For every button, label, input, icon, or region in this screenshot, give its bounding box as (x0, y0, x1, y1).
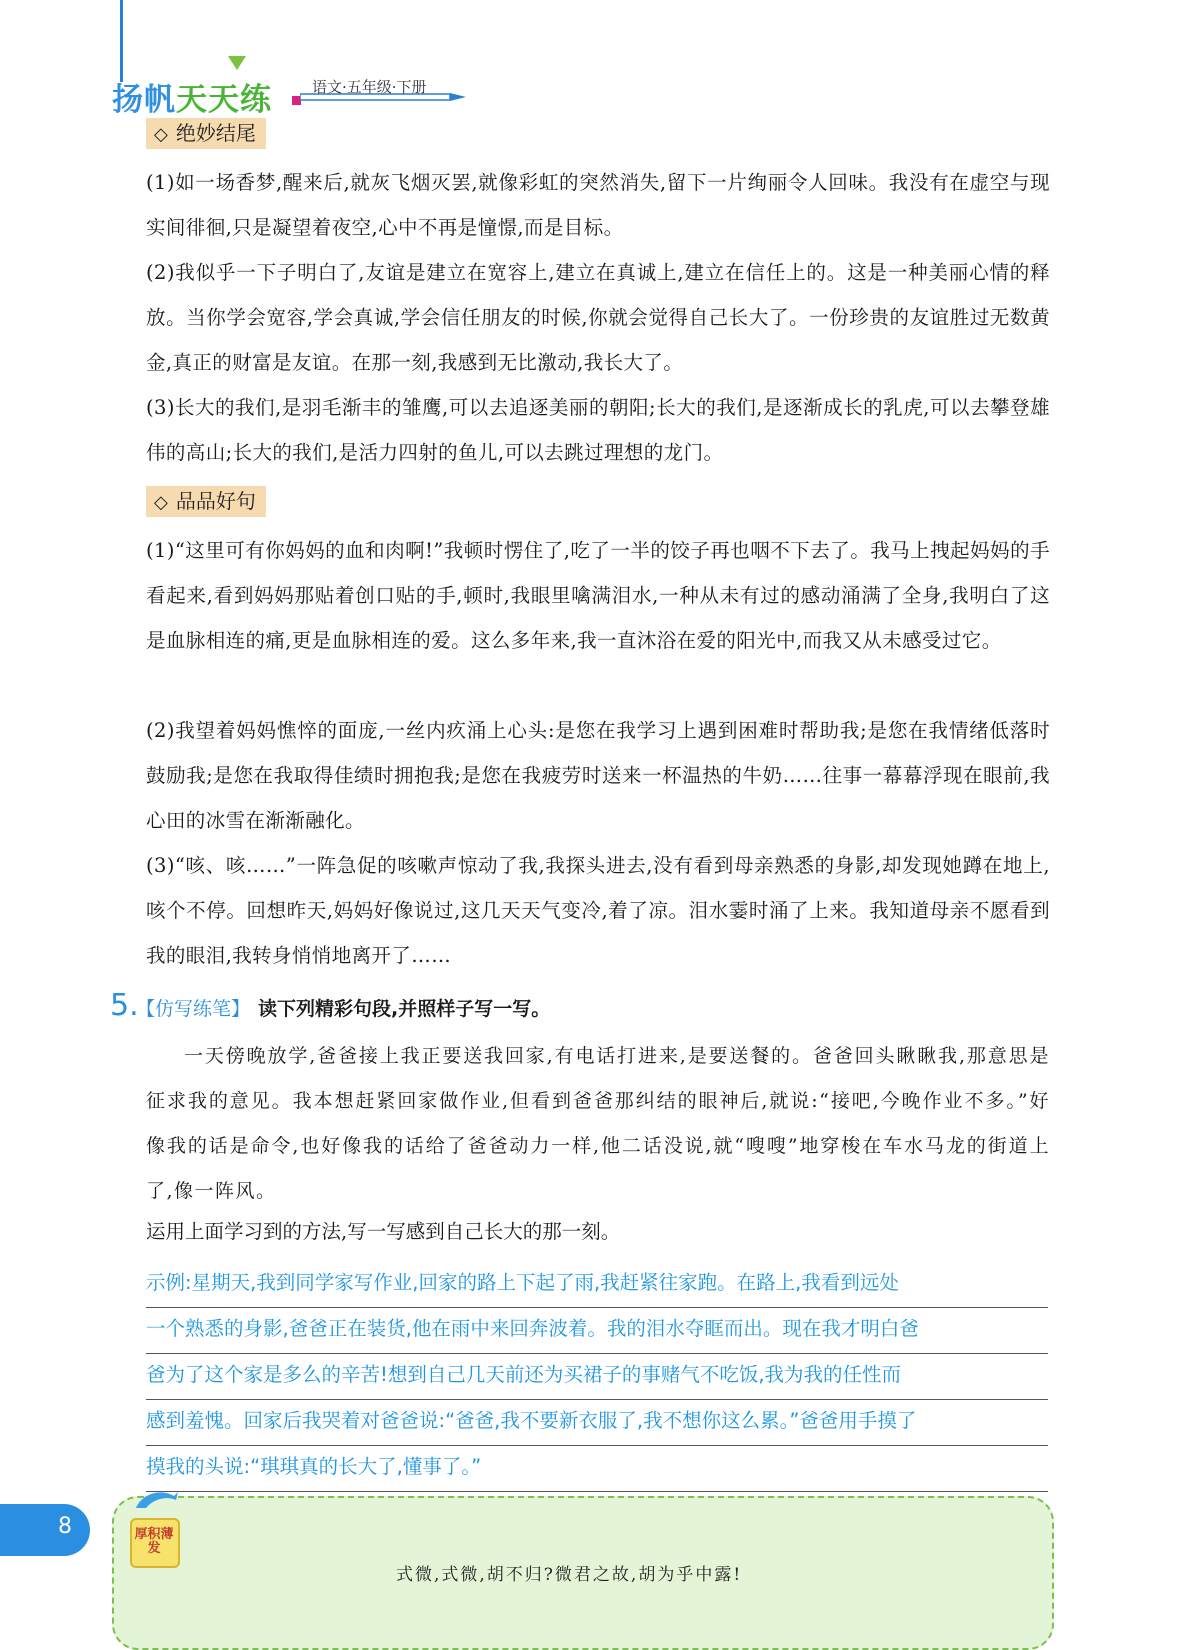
answer-line: 示例:星期天,我到同学家写作业,回家的路上下起了雨,我赶紧往家跑。在路上,我看到远处 (146, 1262, 1048, 1308)
answer-line: 爸为了这个家是多么的辛苦!想到自己几天前还为买裙子的事赌气不吃饭,我为我的任性而 (146, 1354, 1048, 1400)
sample-passage: 一天傍晚放学,爸爸接上我正要送我回家,有电话打进来,是要送餐的。爸爸回头瞅瞅我,那意思是征求我的意见。我本想赶紧回家做作业,但看到爸爸那纠结的眼神后,就说:“接吧,今晚作业不多。”好像我的话是命令,也好像我的话给了爸爸动力一样,他二话没说,就“嗖嗖”地穿梭在车水马龙的街道上了,像一阵风。 (146, 1045, 1050, 1202)
question-number: 5. (110, 988, 139, 1023)
brand-triangle-icon (228, 56, 246, 70)
page-number: 8 (58, 1514, 72, 1539)
answer-area (146, 1262, 1048, 1492)
sentence-paragraph-1: (1)“这里可有你妈妈的血和肉啊!”我顿时愣住了,吃了一半的饺子再也咽不下去了。我马上拽起妈妈的手看起来,看到妈妈那贴着创口贴的手,顿时,我眼里噙满泪水,一种从未有过的感动涌满了全身,我明白了这是血脉相连的痛,更是血脉相连的爱。这么多年来,我一直沐浴在爱的阳光中,而我又从未感受过它。 (146, 539, 1050, 652)
section-title-sentences: ◇ 品品好句 (146, 486, 266, 517)
diamond-icon: ◇ (154, 124, 168, 145)
ending-paragraph-2: (2)我似乎一下子明白了,友谊是建立在宽容上,建立在真诚上,建立在信任上的。这是一种美丽心情的释放。当你学会宽容,学会真诚,学会信任朋友的时候,你就会觉得自己长大了。一份珍贵的友谊胜过无数黄金,真正的财富是友谊。在那一刻,我感到无比激动,我长大了。 (146, 261, 1050, 374)
dolphin-icon (132, 1486, 180, 1516)
section-title-ending: ◇ 绝妙结尾 (146, 118, 266, 149)
question-instruction: 读下列精彩句段,并照样子写一写。 (258, 998, 551, 1020)
sentence-paragraph-2: (2)我望着妈妈憔悴的面庞,一丝内疚涌上心头:是您在我学习上遇到困难时帮助我;是您在我情绪低落时鼓励我;是您在我取得佳绩时拥抱我;是您在我疲劳时送来一杯温热的牛奶……往事一幕幕浮现在眼前,我心田的冰雪在渐渐融化。 (146, 719, 1050, 832)
diamond-icon: ◇ (154, 492, 168, 513)
ending-paragraph-1: (1)如一场香梦,醒来后,就灰飞烟灭罢,就像彩虹的突然消失,留下一片绚丽令人回味。我没有在虚空与现实间徘徊,只是凝望着夜空,心中不再是憧憬,而是目标。 (146, 171, 1050, 239)
page-number-tab (0, 1504, 90, 1556)
sentence-paragraph-3: (3)“咳、咳……”一阵急促的咳嗽声惊动了我,我探头进去,没有看到母亲熟悉的身影,却发现她蹲在地上,咳个不停。回想昨天,妈妈好像说过,这几天天气变冷,着了凉。泪水霎时涌了上来。我知道母亲不愿看到我的眼泪,我转身悄悄地离开了…… (146, 854, 1050, 967)
ending-paragraph-3: (3)长大的我们,是羽毛渐丰的雏鹰,可以去追逐美丽的朝阳;长大的我们,是逐渐成长的乳虎,可以去攀登雄伟的高山;长大的我们,是活力四射的鱼儿,可以去跳过理想的龙门。 (146, 396, 1050, 464)
footer-quote: 式微,式微,胡不归?微君之故,胡为乎中露! (396, 1565, 743, 1585)
header-rule (120, 0, 123, 82)
brand-logo: 扬帆天天练 (112, 82, 272, 118)
subject-label: 语文·五年级·下册 (312, 78, 427, 96)
question-tag: 【仿写练笔】 (136, 998, 251, 1020)
answer-line: 摸我的头说:“琪琪真的长大了,懂事了。” (146, 1446, 1048, 1492)
writing-prompt: 运用上面学习到的方法,写一写感到自己长大的那一刻。 (146, 1220, 621, 1243)
badge-label: 厚积薄发 (134, 1527, 174, 1556)
answer-line: 一个熟悉的身影,爸爸正在装货,他在雨中来回奔波着。我的泪水夺眶而出。现在我才明白爸 (146, 1308, 1048, 1354)
answer-line: 感到羞愧。回家后我哭着对爸爸说:“爸爸,我不要新衣服了,我不想你这么累。”爸爸用手摸了 (146, 1400, 1048, 1446)
